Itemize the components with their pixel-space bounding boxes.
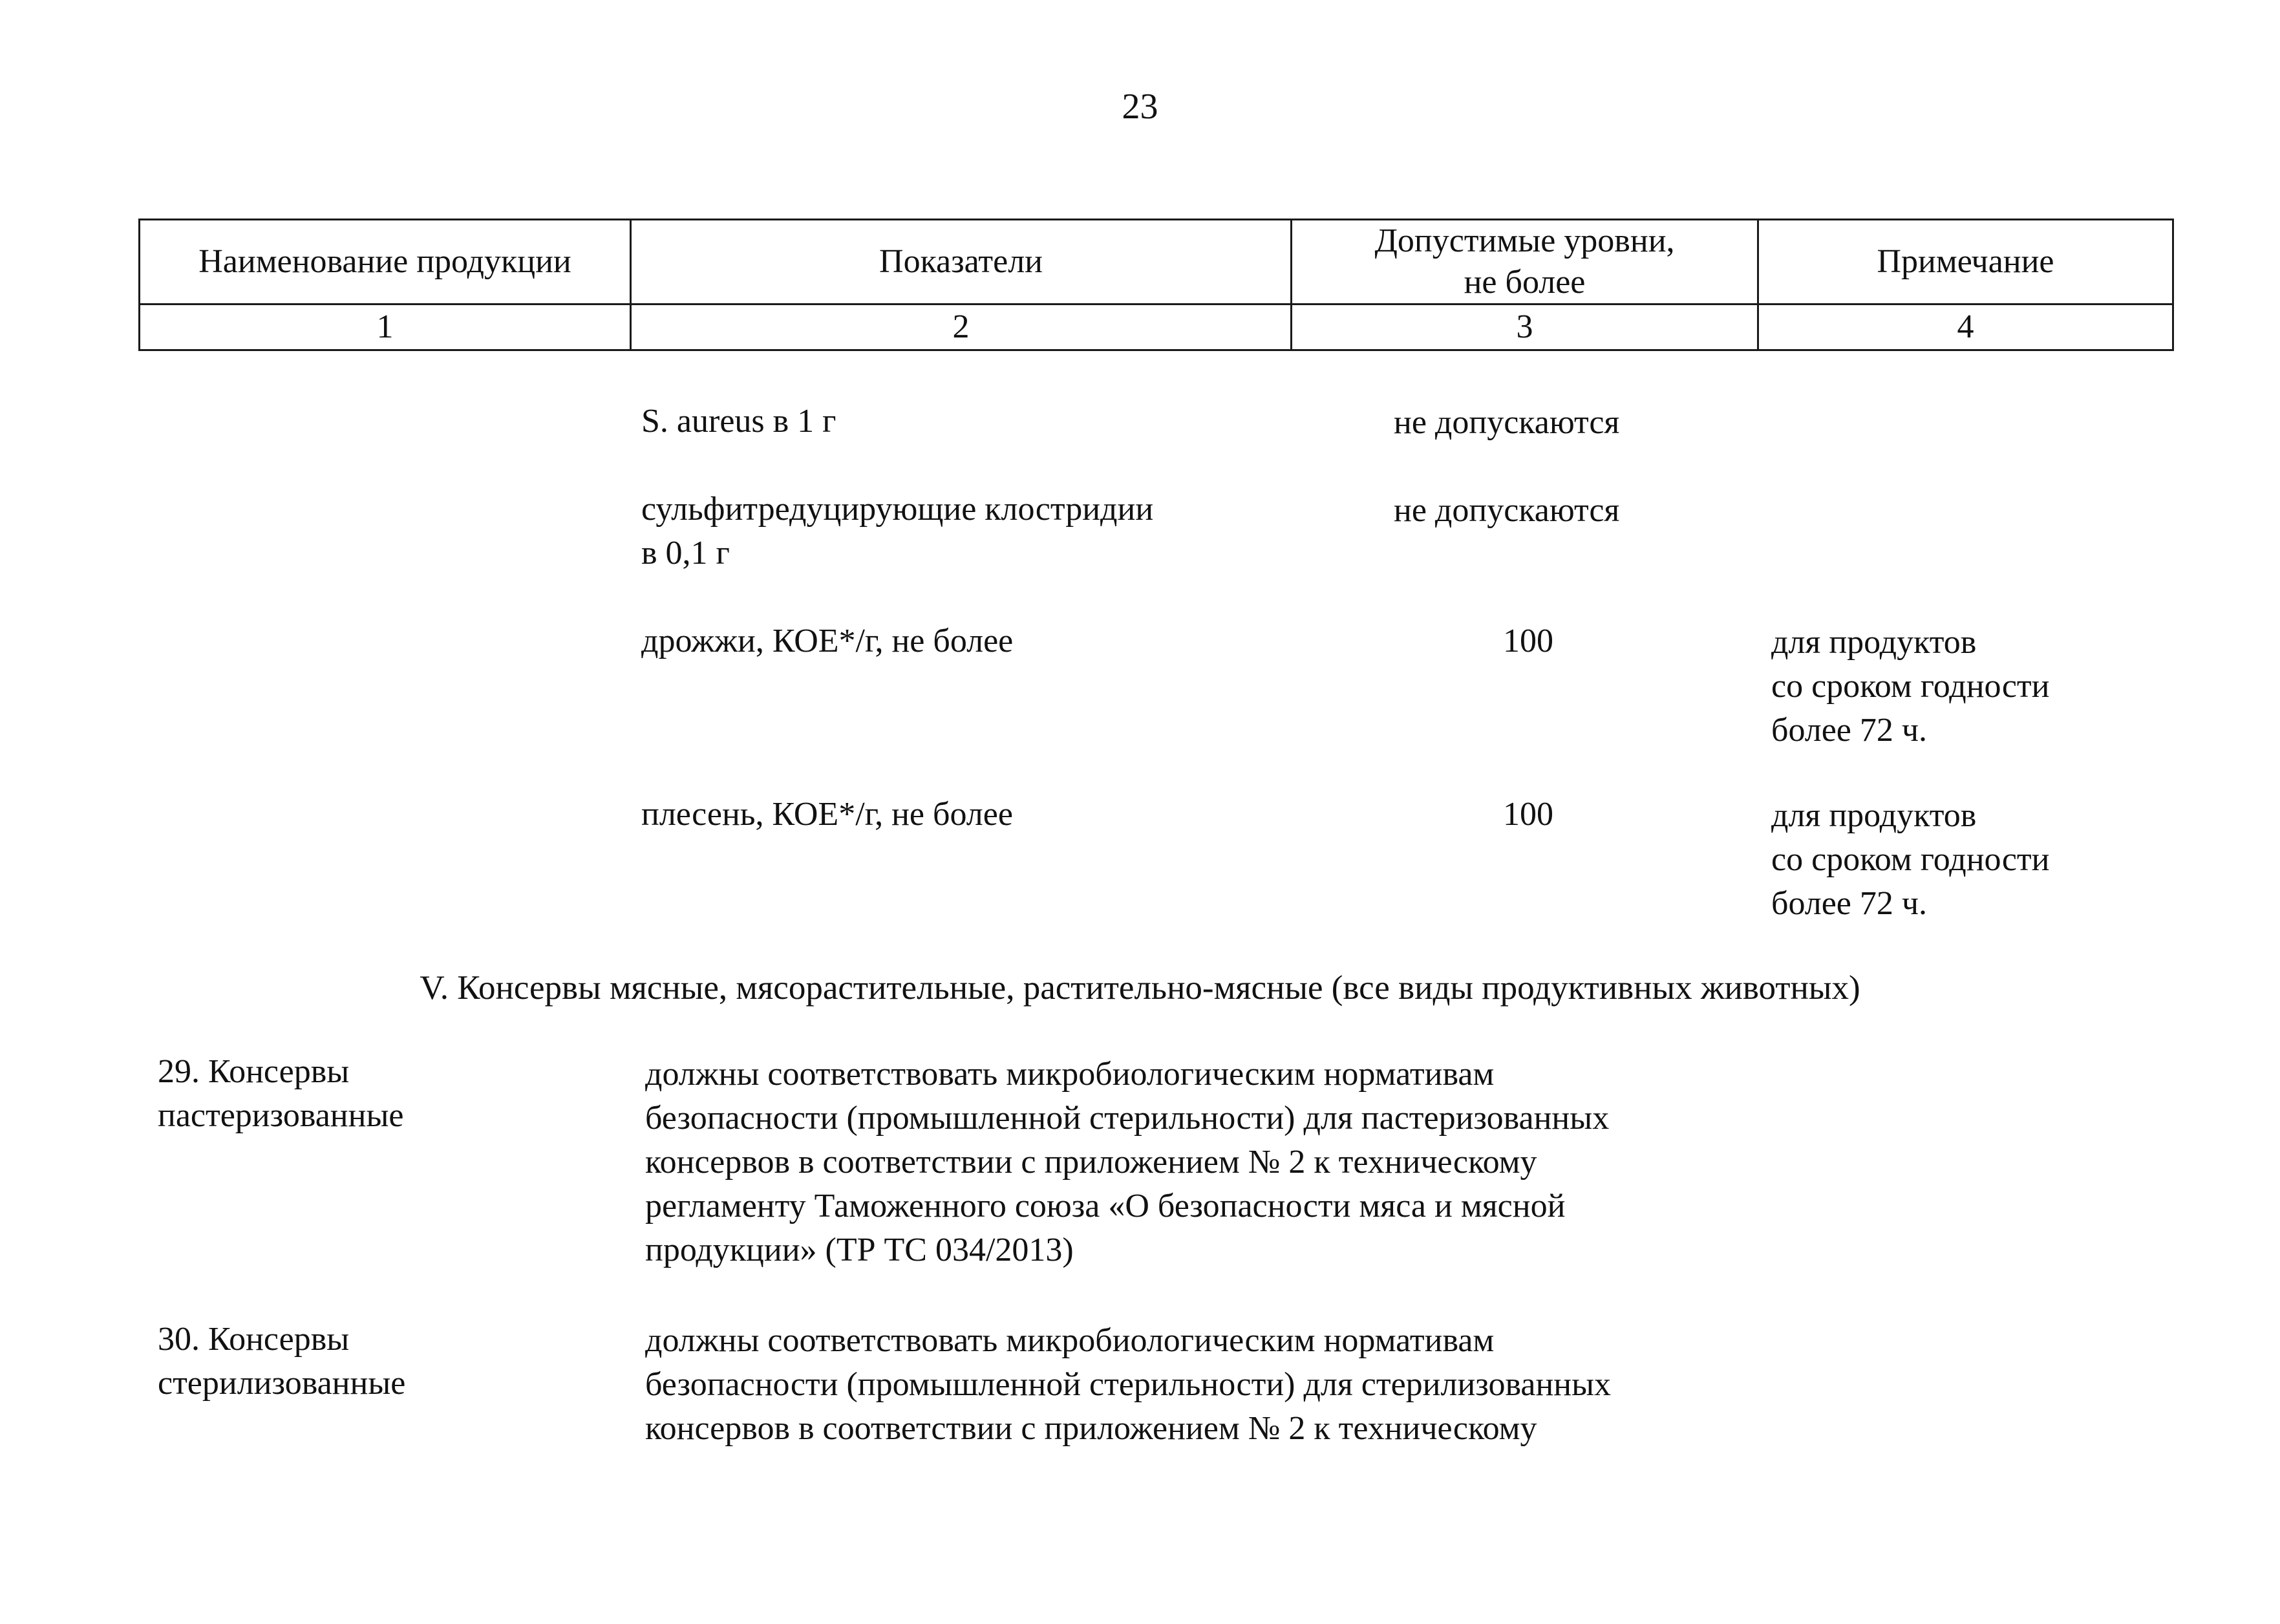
column-header-product-name: Наименование продукции	[140, 220, 631, 304]
item-30-name: 30. Консервы стерилизованные	[158, 1321, 406, 1402]
level-sulfite-reducing-clostridia: не допускаются	[1394, 492, 1620, 529]
header-row	[140, 220, 2173, 304]
indicator-mold: плесень, КОЕ*/г, не более	[641, 796, 1013, 833]
item-29-text: должны соответствовать микробиологическим нормативам безопасности (промышленной стерильности) для пастеризованных консервов в соответствии с приложением № 2 к техническому регламенту Таможенного союза «О безопасности мяса и мясной продукции» (ТР ТС 034/2013)	[645, 1056, 1610, 1268]
section-title: V. Консервы мясные, мясорастительные, растительно-мясные (все виды продуктивных животных)	[420, 969, 1860, 1007]
level-mold: 100	[1503, 796, 1553, 833]
column-number-3: 3	[1292, 304, 1758, 350]
level-yeast: 100	[1503, 623, 1553, 659]
column-number-4: 4	[1758, 304, 2173, 350]
indicator-s-aureus: S. aureus в 1 г	[641, 403, 836, 440]
table-header	[138, 219, 2174, 351]
item-30-text: должны соответствовать микробиологическим нормативам безопасности (промышленной стерильности) для стерилизованных консервов в соответствии с приложением № 2 к техническому	[645, 1322, 1612, 1447]
column-number-2: 2	[631, 304, 1292, 350]
item-29-name: 29. Консервы пастеризованные	[158, 1053, 404, 1134]
column-header-indicators: Показатели	[631, 220, 1292, 304]
level-s-aureus: не допускаются	[1394, 404, 1620, 441]
indicator-sulfite-reducing-clostridia: сульфитредуцирующие клостридии в 0,1 г	[641, 491, 1154, 572]
column-number-1: 1	[140, 304, 631, 350]
column-header-note: Примечание	[1758, 220, 2173, 304]
indicator-yeast: дрожжи, КОЕ*/г, не более	[641, 623, 1014, 659]
column-number-row	[140, 304, 2173, 350]
note-yeast: для продуктов со сроком годности более 72 ч.	[1771, 624, 2050, 749]
page-number: 23	[1122, 87, 1158, 127]
note-mold: для продуктов со сроком годности более 72 ч.	[1771, 797, 2050, 922]
column-header-permissible-levels: Допустимые уровни, не более	[1292, 220, 1758, 304]
